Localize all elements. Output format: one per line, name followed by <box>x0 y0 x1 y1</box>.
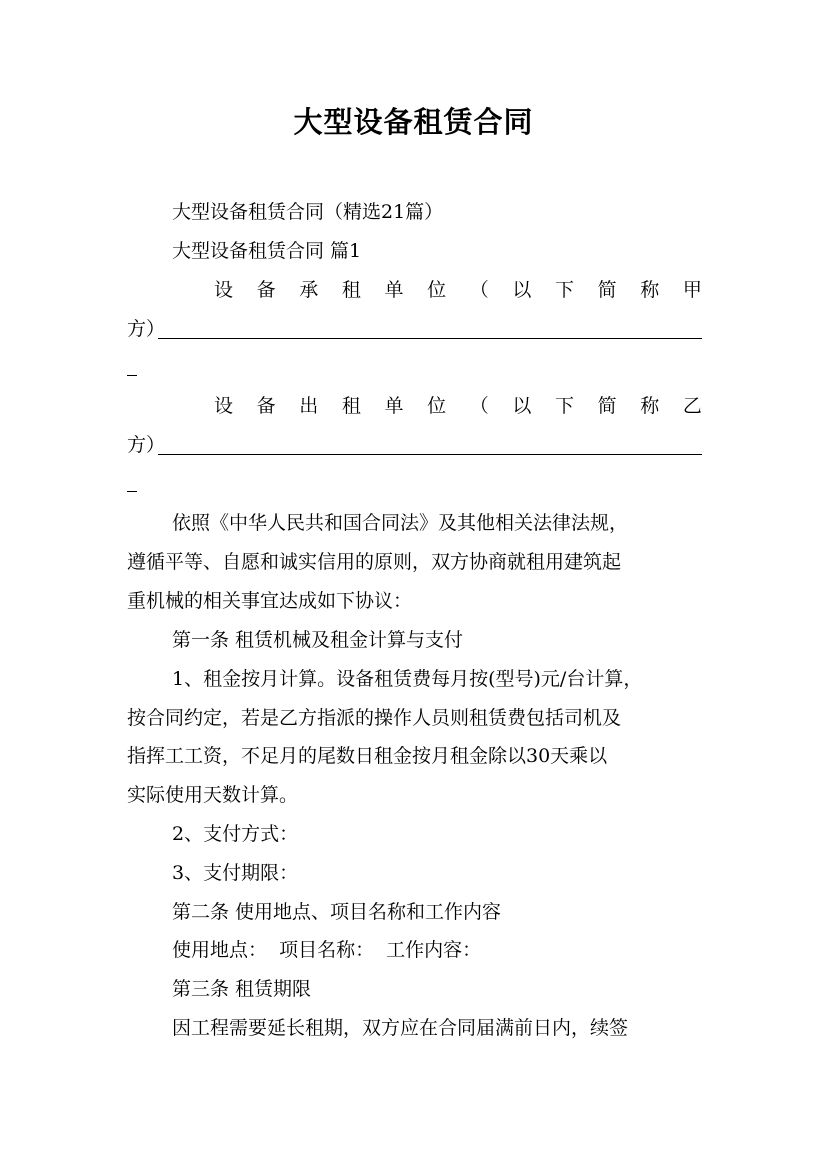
intro-line: 依照《中华人民共和国合同法》及其他相关法律法规， <box>172 512 629 534</box>
party-b-char: 单 <box>384 395 404 417</box>
party-a-char: 下 <box>555 279 575 301</box>
party-b-char: 乙 <box>682 395 702 417</box>
party-a-char: 备 <box>256 279 276 301</box>
party-a-char: 甲 <box>682 279 702 301</box>
document-title: 大型设备租赁合同 <box>293 105 534 139</box>
party-b-label <box>214 393 702 419</box>
party-a-fill-tail <box>127 375 137 376</box>
party-b-end: 方） <box>127 434 166 456</box>
article1-heading: 第一条 租赁机械及租金计算与支付 <box>172 629 464 651</box>
party-a-char: （ <box>469 279 489 301</box>
article3-heading: 第三条 租赁期限 <box>172 978 312 1000</box>
party-a-fill-line <box>158 338 702 339</box>
party-a-end: 方） <box>127 318 166 340</box>
party-a-char: 简 <box>597 279 617 301</box>
party-b-char: 称 <box>640 395 660 417</box>
party-a-char: 承 <box>299 279 319 301</box>
party-b-char: 以 <box>512 395 532 417</box>
article1-item1-line: 1、租金按月计算。设备租赁费每月按(型号)元/台计算， <box>172 668 643 690</box>
article1-item1-line: 实际使用天数计算。 <box>127 784 299 806</box>
party-a-char: 设 <box>214 279 234 301</box>
party-b-char: 出 <box>299 395 319 417</box>
intro-line: 重机械的相关事宜达成如下协议： <box>127 590 413 612</box>
article1-item1-line: 指挥工工资，不足月的尾数日租金按月租金除以30天乘以 <box>127 745 608 767</box>
party-b-char: （ <box>469 395 489 417</box>
party-b-char: 租 <box>341 395 361 417</box>
party-b-char: 简 <box>597 395 617 417</box>
article1-item1-line: 按合同约定，若是乙方指派的操作人员则租赁费包括司机及 <box>127 707 622 729</box>
article3-line: 因工程需要延长租期，双方应在合同届满前日内，续签 <box>172 1017 629 1039</box>
party-b-fill-line <box>158 454 702 455</box>
party-b-char: 位 <box>427 395 447 417</box>
party-b-char: 设 <box>214 395 234 417</box>
intro-line: 遵循平等、自愿和诚实信用的原则，双方协商就租用建筑起 <box>127 551 622 573</box>
party-a-char: 单 <box>384 279 404 301</box>
party-a-char: 称 <box>640 279 660 301</box>
article1-item3: 3、支付期限： <box>172 862 299 884</box>
party-a-char: 以 <box>512 279 532 301</box>
party-a-label <box>214 277 702 303</box>
party-b-fill-tail <box>127 491 137 492</box>
party-b-char: 下 <box>555 395 575 417</box>
section-heading: 大型设备租赁合同 篇1 <box>172 240 362 262</box>
party-a-char: 位 <box>427 279 447 301</box>
party-a-char: 租 <box>341 279 361 301</box>
article2-fields: 使用地点： 项目名称： 工作内容： <box>172 939 482 961</box>
document-subtitle: 大型设备租赁合同（精选21篇） <box>172 201 444 223</box>
article1-item2: 2、支付方式： <box>172 823 299 845</box>
article2-heading: 第二条 使用地点、项目名称和工作内容 <box>172 901 502 923</box>
party-b-char: 备 <box>256 395 276 417</box>
